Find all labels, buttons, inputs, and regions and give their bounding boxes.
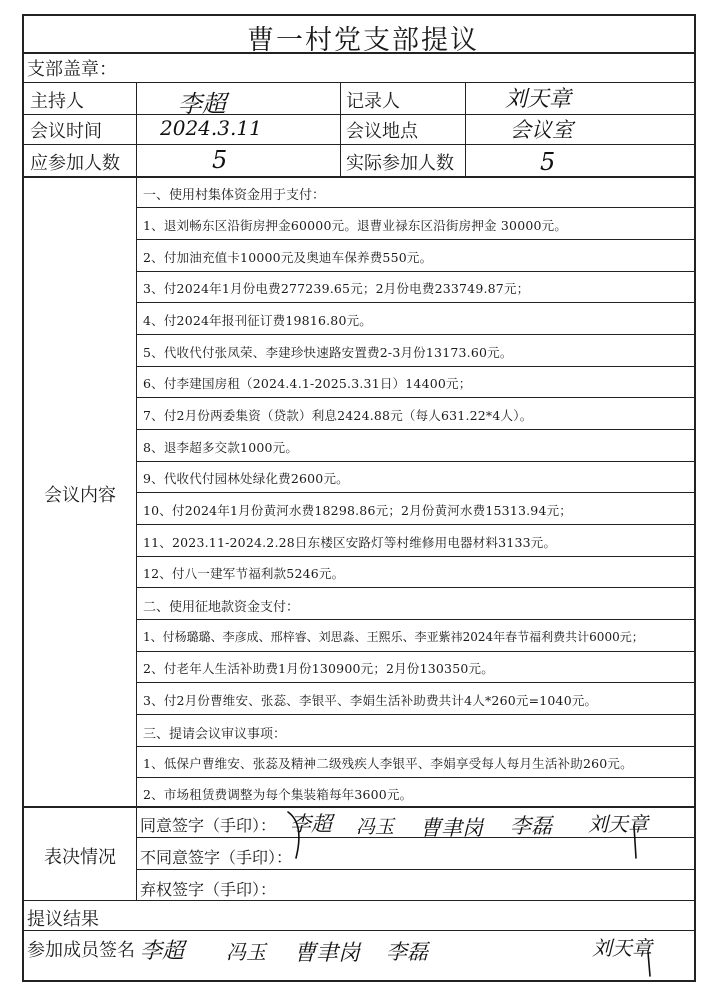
rule-item — [136, 714, 696, 715]
agree-signature: 李超 — [290, 812, 332, 836]
place-value: 会议室 — [510, 118, 573, 142]
members-label: 参加成员签名 — [27, 940, 135, 961]
content-item: 1、付杨璐璐、李彦成、邢梓睿、刘思淼、王熙乐、李亚紫祎2024年春节福利费共计6000元； — [143, 630, 644, 644]
result-label: 提议结果 — [27, 909, 99, 930]
host-value: 李超 — [178, 90, 226, 118]
rule-item — [136, 334, 696, 335]
rule-time — [22, 144, 696, 145]
content-item: 4、付2024年报刊征订费19816.80元。 — [143, 313, 373, 328]
content-item: 1、退刘畅东区沿街房押金60000元。退曹业禄东区沿街房押金 30000元。 — [143, 218, 568, 233]
expected-label: 应参加人数 — [30, 153, 120, 174]
rule-item — [136, 461, 696, 462]
content-item: 3、付2024年1月份电费277239.65元；2月份电费233749.87元； — [143, 281, 530, 296]
content-item: 3、付2月份曹维安、张蕊、李银平、李娟生活补助费共计4人*260元=1040元。 — [143, 693, 598, 708]
rule-item — [136, 651, 696, 652]
time-label: 会议时间 — [30, 121, 102, 142]
disagree-label: 不同意签字（手印）： — [140, 848, 293, 867]
rule-item — [136, 239, 696, 240]
rule-item — [136, 556, 696, 557]
rule-item — [136, 524, 696, 525]
rule-seal — [22, 82, 696, 83]
rule-count — [22, 176, 696, 178]
rule-item — [136, 302, 696, 303]
signature-stroke — [282, 802, 322, 862]
host-label: 主持人 — [30, 91, 84, 112]
content-section-2: 二、使用征地款资金支付： — [143, 600, 300, 615]
content-item: 8、退李超多交款1000元。 — [143, 440, 299, 455]
rule-item — [136, 207, 696, 208]
vote-label: 表决情况 — [44, 847, 116, 868]
rule-item — [136, 682, 696, 683]
member-signature: 李磊 — [386, 940, 428, 964]
member-signature: 刘天章 — [592, 936, 652, 960]
rule-item — [136, 492, 696, 493]
rule-item — [136, 619, 696, 620]
rule-col1 — [136, 82, 137, 176]
agree-signature: 刘天章 — [588, 812, 648, 836]
rule-vote-end — [22, 900, 696, 901]
recorder-value: 刘天章 — [505, 87, 572, 112]
rule-col2 — [340, 82, 341, 176]
rule-item — [136, 777, 696, 778]
rule-title — [22, 52, 696, 54]
rule-result — [22, 930, 696, 931]
recorder-label: 记录人 — [346, 91, 400, 112]
content-item: 10、付2024年1月份黄河水费18298.86元；2月份黄河水费15313.94元； — [143, 503, 573, 518]
time-value: 2024.3.11 — [160, 116, 262, 140]
content-item: 12、付八一建军节福利款5246元。 — [143, 566, 345, 581]
member-signature: 冯玉 — [226, 940, 266, 964]
content-item: 2、付老年人生活补助费1月份130900元；2月份130350元。 — [143, 661, 494, 676]
actual-value: 5 — [540, 148, 556, 176]
member-signature: 曹聿岗 — [294, 941, 361, 966]
rule-item — [136, 746, 696, 747]
place-label: 会议地点 — [346, 121, 418, 142]
actual-label: 实际参加人数 — [346, 153, 454, 174]
agree-signature: 冯玉 — [356, 816, 395, 838]
rule-item — [136, 429, 696, 430]
content-section-3: 三、提请会议审议事项： — [143, 727, 287, 742]
abstain-label: 弃权签字（手印）： — [140, 880, 277, 899]
content-item: 9、代收代付园林处绿化费2600元。 — [143, 471, 349, 486]
content-item: 6、付李建国房租（2024.4.1-2025.3.31日）14400元； — [143, 376, 472, 391]
signature-stroke — [640, 950, 664, 980]
content-label: 会议内容 — [44, 485, 116, 506]
rule-col3 — [465, 82, 466, 176]
seal-label: 支部盖章： — [27, 59, 117, 80]
content-item: 2、市场租赁费调整为每个集装箱每年3600元。 — [143, 787, 413, 802]
rule-item — [136, 271, 696, 272]
member-signature: 李超 — [140, 939, 185, 964]
content-item: 7、付2月份两委集资（贷款）利息2424.88元（每人631.22*4人）。 — [143, 408, 533, 423]
agree-signature: 曹聿岗 — [420, 816, 483, 840]
content-item: 11、2023.11-2024.2.28日东楼区安路灯等村维修用电器材料3133元。 — [143, 535, 557, 550]
agree-signature: 李磊 — [510, 814, 552, 838]
rule-vote — [136, 837, 696, 838]
content-item: 5、代收代付张凤荣、李建珍快速路安置费2-3月份13173.60元。 — [143, 345, 513, 360]
content-item: 2、付加油充值卡10000元及奥迪车保养费550元。 — [143, 250, 433, 265]
agree-label: 同意签字（手印）： — [140, 816, 277, 835]
rule-item — [136, 587, 696, 588]
signature-stroke — [620, 822, 650, 862]
rule-item — [136, 397, 696, 398]
rule-item — [136, 366, 696, 367]
page-title: 曹一村党支部提议 — [247, 25, 479, 56]
content-item: 1、低保户曹维安、张蕊及精神二级残疾人李银平、李娟享受每人每月生活补助260元。 — [143, 756, 633, 771]
rule-label-col — [136, 176, 137, 900]
rule-host — [22, 114, 696, 115]
content-section-1: 一、使用村集体资金用于支付： — [143, 188, 326, 203]
expected-value: 5 — [212, 146, 228, 174]
rule-vote — [136, 869, 696, 870]
